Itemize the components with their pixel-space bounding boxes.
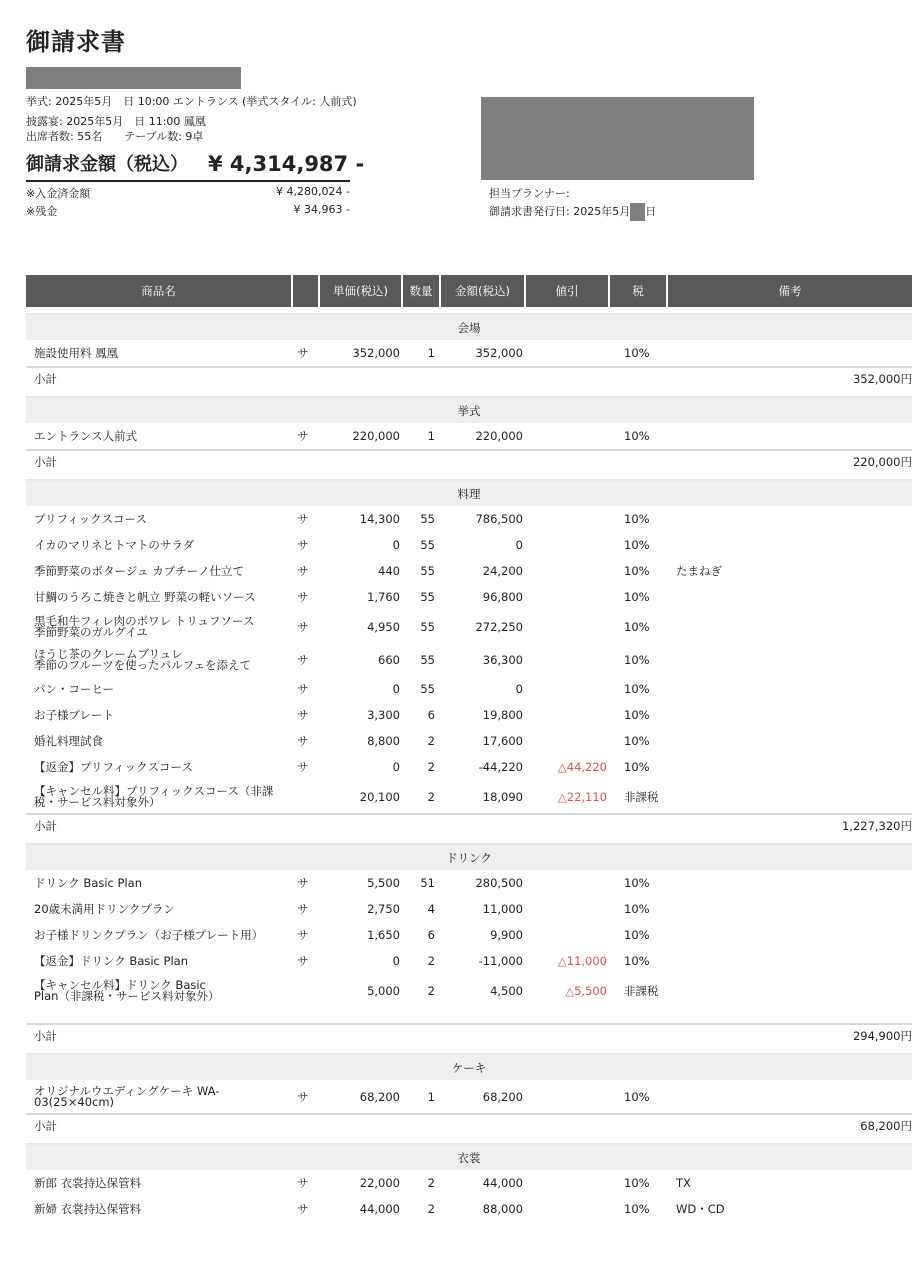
category-row: [26, 396, 912, 423]
item-unit-price: 22,000: [359, 1176, 400, 1190]
item-note: [668, 340, 912, 366]
item-service-mark: サ: [297, 734, 309, 748]
issue-date-suffix: 日: [645, 205, 657, 218]
item-unit-price: 5,000: [367, 983, 400, 998]
item-discount: [526, 702, 610, 728]
item-tax: 10%: [624, 876, 650, 890]
item-note: [668, 584, 912, 610]
item-note: [668, 1080, 912, 1113]
item-quantity: 55: [420, 682, 435, 696]
table-row: [26, 1080, 912, 1113]
subtotal-label: 小計: [26, 813, 441, 837]
redacted-issue-day: [630, 203, 645, 221]
category-label: 料理: [26, 479, 912, 506]
item-amount: 11,000: [482, 902, 523, 916]
item-quantity: 2: [427, 789, 435, 804]
item-amount: 9,900: [490, 928, 523, 942]
item-note: WD・CD: [676, 1202, 725, 1216]
item-tax: 10%: [624, 1176, 650, 1190]
item-quantity: 6: [427, 928, 435, 942]
table-row: [26, 922, 912, 948]
invoice-items-body: [26, 307, 912, 1222]
item-tax: 10%: [624, 619, 650, 634]
item-unit-price: 20,100: [359, 789, 400, 804]
item-discount: [526, 1080, 610, 1113]
header-discount: 値引: [526, 275, 610, 307]
table-row: [26, 728, 912, 754]
item-amount: -11,000: [478, 954, 523, 968]
table-row: [26, 532, 912, 558]
item-note: [668, 702, 912, 728]
item-quantity: 2: [427, 1202, 435, 1216]
item-discount: [526, 676, 610, 702]
gap-cell: [26, 1007, 912, 1023]
table-row: [26, 423, 912, 449]
table-row: [26, 610, 912, 643]
item-discount: △11,000: [557, 954, 607, 968]
item-unit-price: 440: [378, 564, 400, 578]
item-unit-price: 0: [392, 682, 400, 696]
item-service-mark: サ: [297, 876, 309, 890]
item-service-mark: サ: [297, 429, 309, 443]
item-discount: [526, 506, 610, 532]
item-unit-price: 0: [392, 538, 400, 552]
item-note: [668, 506, 912, 532]
planner-label: 担当プランナー:: [489, 187, 570, 200]
item-unit-price: 0: [392, 760, 400, 774]
subtotal-label: 小計: [26, 449, 441, 473]
category-row: [26, 1053, 912, 1080]
item-service-mark: サ: [297, 1202, 309, 1216]
item-service-mark: サ: [297, 652, 309, 667]
subtotal-value: 1,227,320円: [441, 813, 912, 837]
item-service-mark: サ: [297, 902, 309, 916]
item-amount: 36,300: [482, 652, 523, 667]
item-note: [668, 896, 912, 922]
item-quantity: 55: [420, 538, 435, 552]
item-note: [668, 532, 912, 558]
subtotal-row: [26, 1113, 912, 1137]
item-quantity: 6: [427, 708, 435, 722]
item-amount: 352,000: [475, 346, 523, 360]
item-unit-price: 660: [378, 652, 400, 667]
item-note: [668, 610, 912, 643]
item-name: プリフィックスコース: [34, 511, 147, 526]
item-note: [668, 676, 912, 702]
category-label: ドリンク: [26, 843, 912, 870]
item-note: TX: [676, 1176, 691, 1190]
guests-info: 出席者数: 55名 テーブル数: 9卓: [26, 130, 204, 143]
item-discount: [526, 728, 610, 754]
item-note: [668, 643, 912, 676]
item-name: お子様ドリンクプラン（お子様プレート用）: [34, 927, 264, 942]
item-quantity: 51: [420, 876, 435, 890]
item-tax: 非課税: [624, 789, 659, 804]
item-tax: 10%: [624, 928, 650, 942]
subtotal-row: [26, 366, 912, 390]
item-unit-price: 1,650: [367, 928, 400, 942]
item-discount: [526, 558, 610, 584]
item-service-mark: [293, 780, 320, 813]
table-row: [26, 870, 912, 896]
item-amount: 786,500: [475, 512, 523, 526]
item-name: お子様プレート: [34, 707, 115, 722]
header-notes: 備考: [668, 275, 912, 307]
table-row: [26, 1196, 912, 1222]
table-row: [26, 702, 912, 728]
item-note: たまねぎ: [676, 564, 722, 578]
table-row: [26, 643, 912, 676]
item-name: 婚礼料理試食: [34, 733, 103, 748]
item-amount: 44,000: [482, 1176, 523, 1190]
item-name: エントランス人前式: [34, 428, 138, 443]
item-name: 新婦 衣裳持込保管料: [34, 1201, 142, 1216]
paid-label: ※入金済金額: [26, 187, 91, 200]
item-name: 【キャンセル料】ドリンク Basic Plan（非課税・サービス料対象外）: [34, 977, 220, 1003]
item-tax: 10%: [624, 564, 650, 578]
item-discount: [526, 922, 610, 948]
item-service-mark: サ: [297, 1176, 309, 1190]
item-tax: 10%: [624, 346, 650, 360]
item-discount: [526, 423, 610, 449]
item-quantity: 2: [427, 1176, 435, 1190]
item-discount: [526, 1196, 610, 1222]
category-row: [26, 479, 912, 506]
table-row: [26, 506, 912, 532]
item-discount: △44,220: [557, 760, 607, 774]
item-discount: △22,110: [557, 789, 607, 804]
item-name: 施設使用料 鳳凰: [34, 345, 119, 360]
item-service-mark: サ: [297, 682, 309, 696]
item-amount: -44,220: [478, 760, 523, 774]
item-discount: [526, 643, 610, 676]
issue-date-prefix: 御請求書発行日: 2025年5月: [489, 205, 631, 218]
table-row: [26, 896, 912, 922]
item-unit-price: 220,000: [352, 429, 400, 443]
item-amount: 18,090: [482, 789, 523, 804]
subtotal-label: 小計: [26, 1113, 441, 1137]
table-header-row: [26, 275, 912, 307]
item-tax: 10%: [624, 512, 650, 526]
item-tax: 10%: [624, 652, 650, 667]
item-amount: 220,000: [475, 429, 523, 443]
item-amount: 24,200: [482, 564, 523, 578]
subtotal-row: [26, 449, 912, 473]
item-quantity: 55: [420, 564, 435, 578]
total-value: ¥ 4,314,987 -: [208, 152, 365, 176]
item-quantity: 55: [420, 619, 435, 634]
item-service-mark: [293, 974, 320, 1007]
item-note: [668, 974, 912, 1007]
item-quantity: 2: [427, 734, 435, 748]
table-row: [26, 754, 912, 780]
item-tax: 10%: [624, 760, 650, 774]
item-unit-price: 44,000: [359, 1202, 400, 1216]
item-name: 20歳未満用ドリンクプラン: [34, 901, 175, 916]
item-unit-price: 1,760: [367, 590, 400, 604]
item-note: [668, 922, 912, 948]
item-tax: 10%: [624, 429, 650, 443]
item-tax: 10%: [624, 682, 650, 696]
item-note: [668, 948, 912, 974]
item-discount: [526, 584, 610, 610]
item-name: ほうじ茶のクレームブリュレ 季節のフルーツを使ったパルフェを添えて: [34, 646, 252, 672]
reception-info: 披露宴: 2025年5月 日 11:00 鳳凰: [26, 115, 206, 128]
item-unit-price: 14,300: [359, 512, 400, 526]
item-service-mark: サ: [297, 564, 309, 578]
item-quantity: 1: [427, 429, 435, 443]
item-quantity: 4: [427, 902, 435, 916]
item-name: パン・コーヒー: [34, 681, 115, 696]
item-discount: [526, 532, 610, 558]
document-title: 御請求書: [26, 28, 126, 56]
item-unit-price: 2,750: [367, 902, 400, 916]
subtotal-value: 294,900円: [441, 1023, 912, 1047]
item-tax: 10%: [624, 1089, 650, 1104]
item-tax: 10%: [624, 902, 650, 916]
header-quantity: 数量: [403, 275, 441, 307]
subtotal-row: [26, 1023, 912, 1047]
subtotal-row: [26, 813, 912, 837]
item-name: 新郎 衣裳持込保管料: [34, 1175, 142, 1190]
table-row: [26, 340, 912, 366]
table-row: [26, 558, 912, 584]
table-row: [26, 584, 912, 610]
header-amount: 金額(税込): [441, 275, 526, 307]
item-unit-price: 4,950: [367, 619, 400, 634]
item-unit-price: 352,000: [352, 346, 400, 360]
item-unit-price: 3,300: [367, 708, 400, 722]
item-unit-price: 5,500: [367, 876, 400, 890]
item-name: 【返金】プリフィックスコース: [34, 759, 193, 774]
item-note: [668, 728, 912, 754]
item-name: 季節野菜のポタージュ カプチーノ仕立て: [34, 563, 244, 578]
item-quantity: 1: [427, 346, 435, 360]
item-service-mark: サ: [297, 346, 309, 360]
item-tax: 10%: [624, 708, 650, 722]
item-quantity: 55: [420, 590, 435, 604]
subtotal-value: 68,200円: [441, 1113, 912, 1137]
item-quantity: 1: [427, 1089, 435, 1104]
balance-value: ¥ 34,963 -: [293, 203, 350, 216]
header-unit-price: 単価(税込): [320, 275, 403, 307]
item-amount: 0: [515, 538, 523, 552]
redacted-customer-name: [26, 67, 241, 89]
item-service-mark: サ: [297, 590, 309, 604]
item-tax: 10%: [624, 590, 650, 604]
item-service-mark: サ: [297, 928, 309, 942]
balance-label: ※残金: [26, 205, 58, 218]
item-name: イカのマリネとトマトのサラダ: [34, 537, 195, 552]
item-quantity: 2: [427, 760, 435, 774]
table-row: [26, 676, 912, 702]
item-discount: [526, 896, 610, 922]
item-name: オリジナルウエディングケーキ WA- 03(25×40cm): [34, 1083, 220, 1109]
item-amount: 68,200: [482, 1089, 523, 1104]
header-tax: 税: [610, 275, 668, 307]
category-label: ケーキ: [26, 1053, 912, 1080]
item-quantity: 55: [420, 652, 435, 667]
item-quantity: 2: [427, 983, 435, 998]
item-amount: 17,600: [482, 734, 523, 748]
item-unit-price: 68,200: [359, 1089, 400, 1104]
item-amount: 4,500: [490, 983, 523, 998]
item-amount: 272,250: [475, 619, 523, 634]
item-service-mark: サ: [297, 1089, 309, 1104]
item-name: 甘鯛のうろこ焼きと帆立 野菜の軽いソース: [34, 589, 256, 604]
item-discount: [526, 1170, 610, 1196]
header-service: [293, 275, 320, 307]
item-amount: 19,800: [482, 708, 523, 722]
table-row: [26, 974, 912, 1007]
item-discount: [526, 610, 610, 643]
item-unit-price: 8,800: [367, 734, 400, 748]
item-note: [668, 754, 912, 780]
category-row: [26, 1143, 912, 1170]
item-tax: 非課税: [624, 983, 659, 998]
issue-date: [489, 203, 656, 221]
item-name: ドリンク Basic Plan: [34, 875, 142, 890]
item-unit-price: 0: [392, 954, 400, 968]
total-label: 御請求金額（税込）: [26, 154, 188, 175]
item-name: 【返金】ドリンク Basic Plan: [34, 953, 188, 968]
total-underline: [26, 180, 350, 182]
item-tax: 10%: [624, 538, 650, 552]
item-name: 黒毛和牛フィレ肉のポワレ トリュフソース 季節野菜のガルグイユ: [34, 613, 255, 639]
item-amount: 280,500: [475, 876, 523, 890]
ceremony-info: 挙式: 2025年5月 日 10:00 エントランス (挙式スタイル: 人前式): [26, 95, 357, 108]
category-label: 衣裳: [26, 1143, 912, 1170]
table-row: [26, 780, 912, 813]
header-name: 商品名: [26, 275, 293, 307]
table-row: [26, 1170, 912, 1196]
category-label: 会場: [26, 313, 912, 340]
item-tax: 10%: [624, 954, 650, 968]
item-note: [668, 780, 912, 813]
item-tax: 10%: [624, 1202, 650, 1216]
item-note: [668, 423, 912, 449]
invoice-items-table: [26, 275, 912, 1222]
subtotal-label: 小計: [26, 1023, 441, 1047]
subtotal-value: 220,000円: [441, 449, 912, 473]
item-service-mark: サ: [297, 708, 309, 722]
item-amount: 96,800: [482, 590, 523, 604]
item-tax: 10%: [624, 734, 650, 748]
item-service-mark: サ: [297, 538, 309, 552]
category-row: [26, 313, 912, 340]
item-service-mark: サ: [297, 954, 309, 968]
subtotal-label: 小計: [26, 366, 441, 390]
category-label: 挙式: [26, 396, 912, 423]
subtotal-value: 352,000円: [441, 366, 912, 390]
paid-value: ¥ 4,280,024 -: [276, 185, 350, 198]
table-row: [26, 948, 912, 974]
item-discount: △5,500: [565, 983, 607, 998]
item-name: 【キャンセル料】プリフィックスコース（非課 税・サービス料対象外）: [34, 783, 274, 809]
item-note: [668, 870, 912, 896]
item-discount: [526, 870, 610, 896]
item-discount: [526, 340, 610, 366]
item-service-mark: サ: [297, 760, 309, 774]
item-amount: 88,000: [482, 1202, 523, 1216]
item-service-mark: サ: [297, 619, 309, 634]
section-gap: [26, 1007, 912, 1023]
redacted-venue-block: [481, 97, 754, 180]
category-row: [26, 843, 912, 870]
item-service-mark: サ: [297, 512, 309, 526]
item-quantity: 55: [420, 512, 435, 526]
item-quantity: 2: [427, 954, 435, 968]
item-amount: 0: [515, 682, 523, 696]
